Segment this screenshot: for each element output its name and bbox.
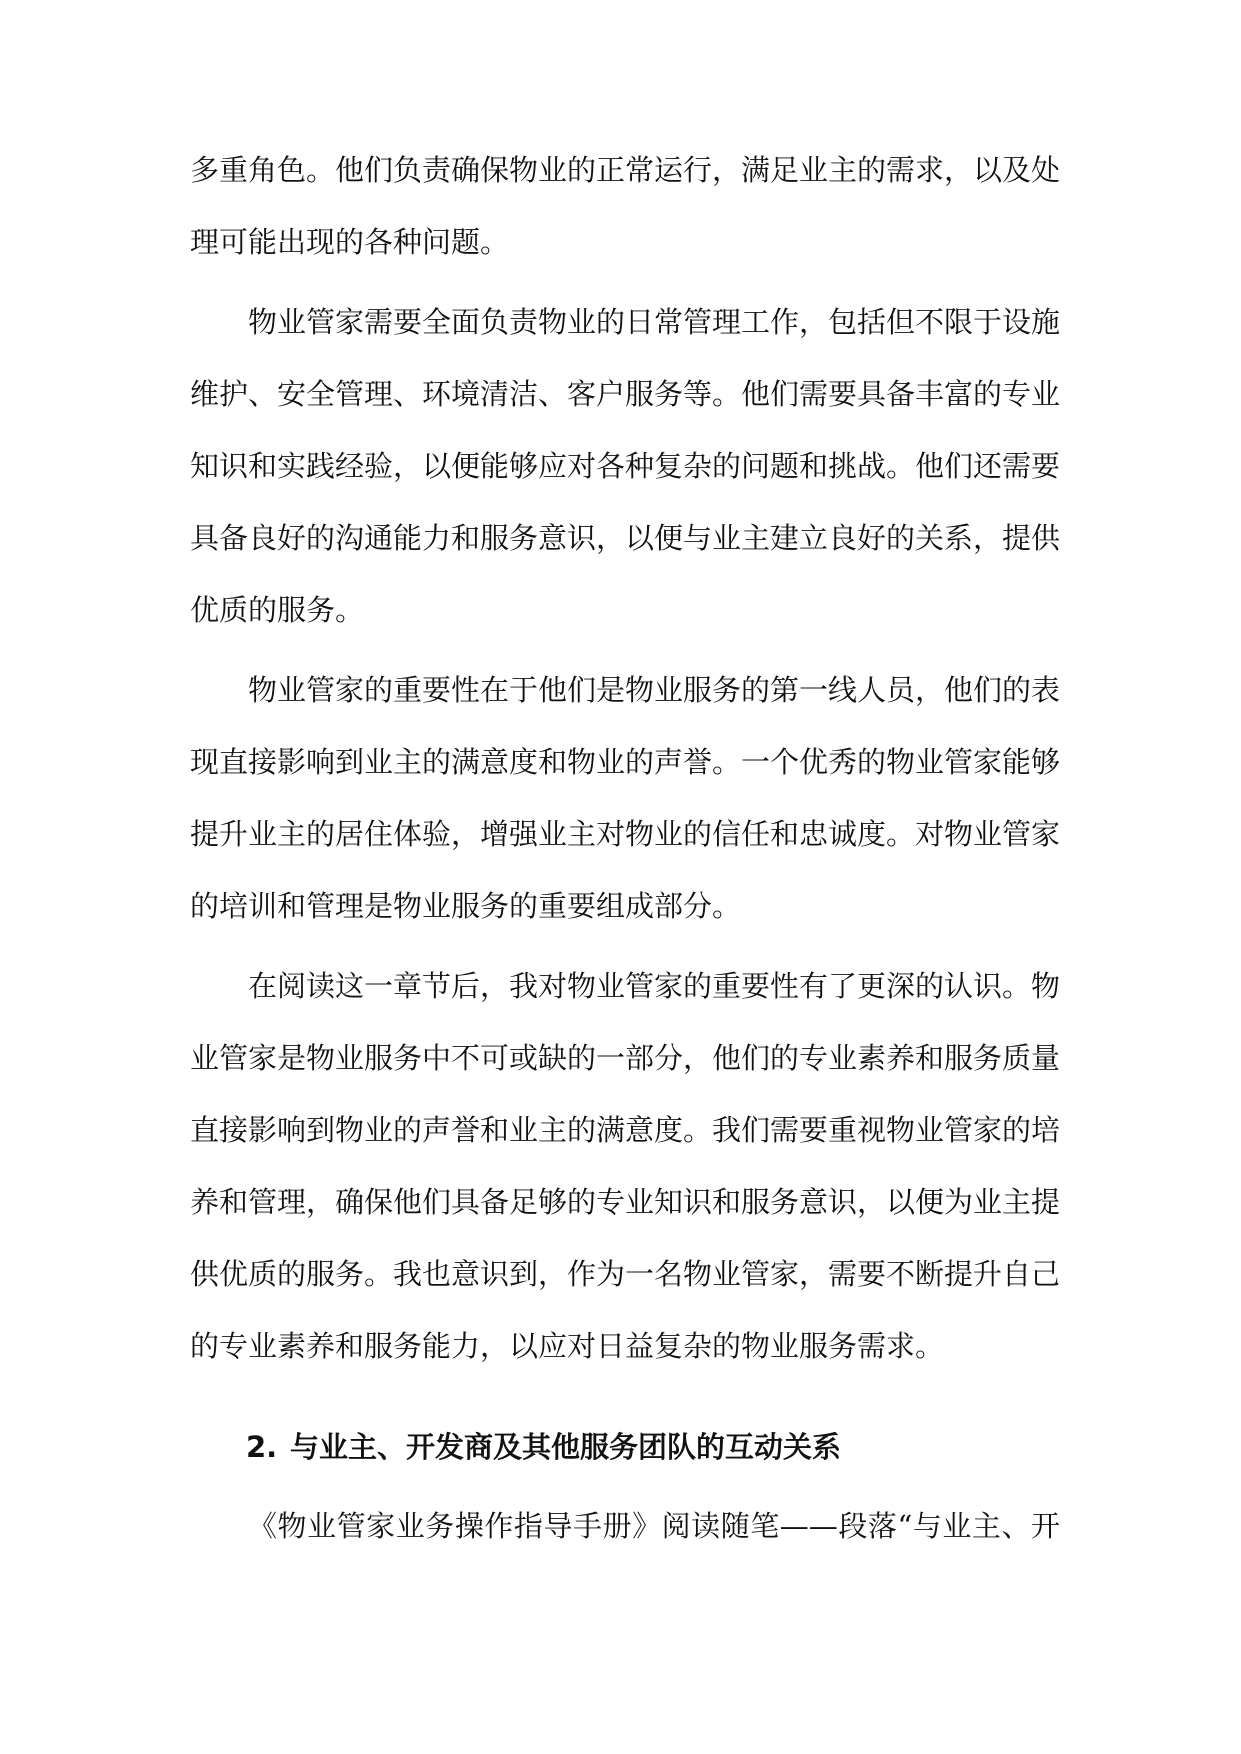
section-heading-text: 与业主、开发商及其他服务团队的互动关系: [290, 1430, 842, 1464]
paragraph-line-1: 多重角色。他们负责确保物业的正常运行，满足业主的需求，以及处: [190, 153, 1061, 187]
paragraph-line-11: 的培训和管理是物业服务的重要组成部分。: [190, 889, 742, 923]
section-heading-number: 2.: [246, 1430, 278, 1464]
section-heading: [246, 1427, 841, 1467]
paragraph-line-18: 《物业管家业务操作指导手册》阅读随笔——段落“与业主、开: [248, 1509, 1060, 1543]
paragraph-line-6: 具备良好的沟通能力和服务意识，以便与业主建立良好的关系，提供: [190, 521, 1061, 555]
paragraph-line-17: 的专业素养和服务能力，以应对日益复杂的物业服务需求。: [190, 1329, 945, 1363]
paragraph-line-12: 在阅读这一章节后，我对物业管家的重要性有了更深的认识。物: [248, 969, 1061, 1003]
paragraph-line-3: 物业管家需要全面负责物业的日常管理工作，包括但不限于设施: [248, 305, 1061, 339]
paragraph-line-9: 现直接影响到业主的满意度和物业的声誉。一个优秀的物业管家能够: [190, 745, 1061, 779]
paragraph-line-5: 知识和实践经验，以便能够应对各种复杂的问题和挑战。他们还需要: [190, 449, 1061, 483]
paragraph-line-8: 物业管家的重要性在于他们是物业服务的第一线人员，他们的表: [248, 673, 1061, 707]
paragraph-line-2: 理可能出现的各种问题。: [190, 225, 510, 259]
paragraph-line-15: 养和管理，确保他们具备足够的专业知识和服务意识，以便为业主提: [190, 1185, 1061, 1219]
paragraph-line-16: 供优质的服务。我也意识到，作为一名物业管家，需要不断提升自己: [190, 1257, 1061, 1291]
paragraph-line-7: 优质的服务。: [190, 593, 365, 627]
paragraph-line-4: 维护、安全管理、环境清洁、客户服务等。他们需要具备丰富的专业: [190, 377, 1061, 411]
paragraph-line-13: 业管家是物业服务中不可或缺的一部分，他们的专业素养和服务质量: [190, 1041, 1061, 1075]
paragraph-line-14: 直接影响到物业的声誉和业主的满意度。我们需要重视物业管家的培: [190, 1113, 1061, 1147]
paragraph-line-10: 提升业主的居住体验，增强业主对物业的信任和忠诚度。对物业管家: [190, 817, 1061, 851]
